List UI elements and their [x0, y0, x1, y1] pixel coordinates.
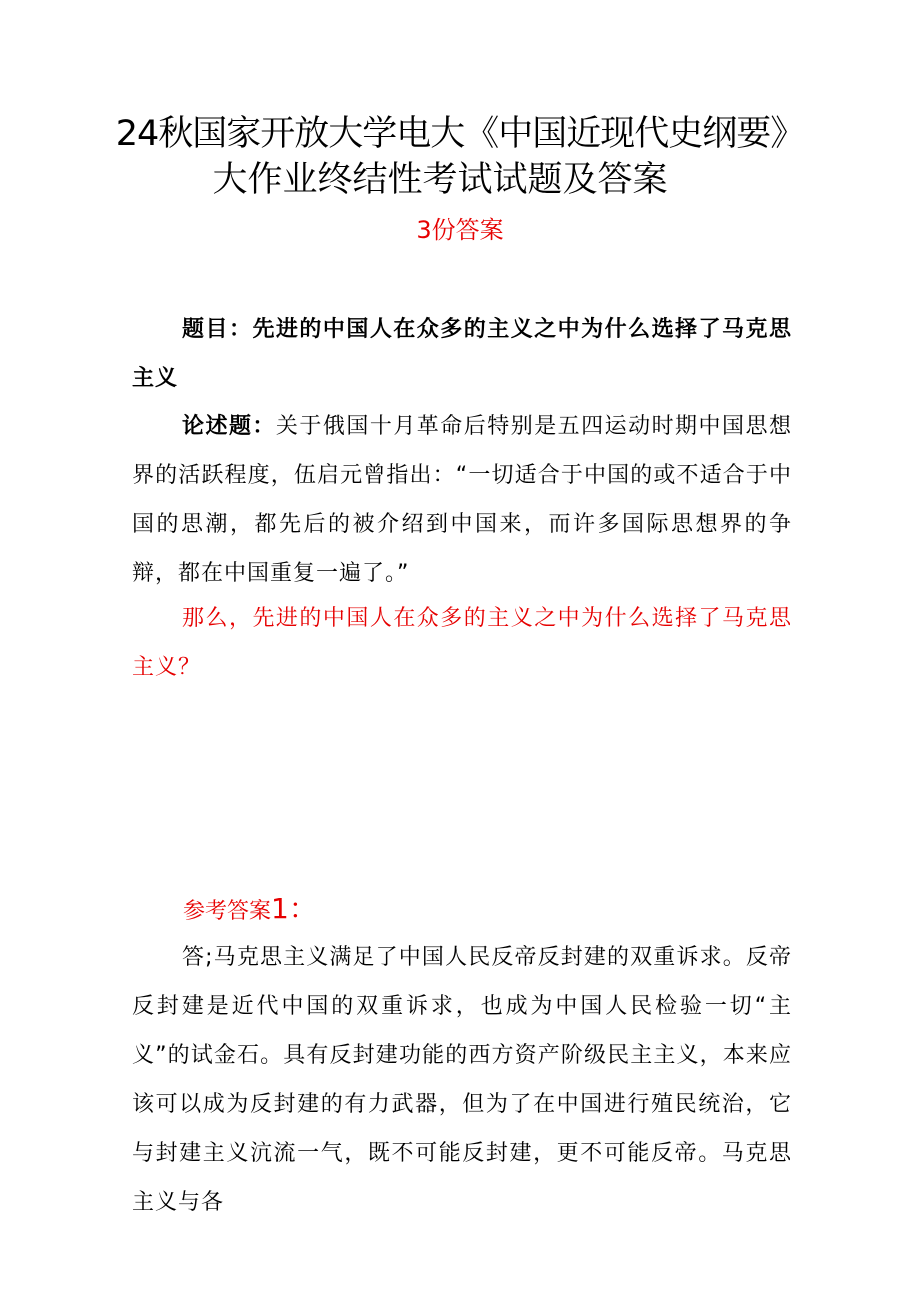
answer1-text: 答;马克思主义满足了中国人民反帝反封建的双重诉求。反帝反封建是近代中国的双重诉求，也成为中国人民检验一切“主义”的试金石。具有反封建功能的西方资产阶级民主主义，本来应该可以成为反封建的有力武器，但为了在中国进行殖民统治，它与封建主义沆流一气，既不可能反封建，更不可能反帝。马克思主义与各 [132, 945, 792, 1215]
essay-paragraph [132, 402, 792, 598]
document-subtitle: 3份答案 [416, 216, 504, 244]
essay-label: 论述题： [182, 414, 276, 439]
document-title-line2: 大作业终结性考试试题及答案 [212, 160, 668, 200]
answer1-heading [183, 884, 317, 936]
essay-prompt: 那么，先进的中国人在众多的主义之中为什么选择了马克思主义？ [132, 606, 792, 680]
document-title-line1: 24秋国家开放大学电大《中国近现代史纲要》 [115, 114, 805, 154]
answer1-heading-label: 参考答案 [183, 899, 272, 924]
essay-text: 关于俄国十月革命后特别是五四运动时期中国思想界的活跃程度，伍启元曾指出：“一切适合于中国的或不适合于中国的思潮，都先后的被介绍到中国来，而许多国际思想界的争辩，都在中国重复一遍了。” [132, 414, 792, 586]
question-text: 先进的中国人在众多的主义之中为什么选择了马克思主义 [132, 317, 792, 391]
answer1-heading-number: 1： [271, 892, 317, 925]
question-label: 题目： [182, 317, 253, 342]
question-paragraph [132, 305, 792, 403]
